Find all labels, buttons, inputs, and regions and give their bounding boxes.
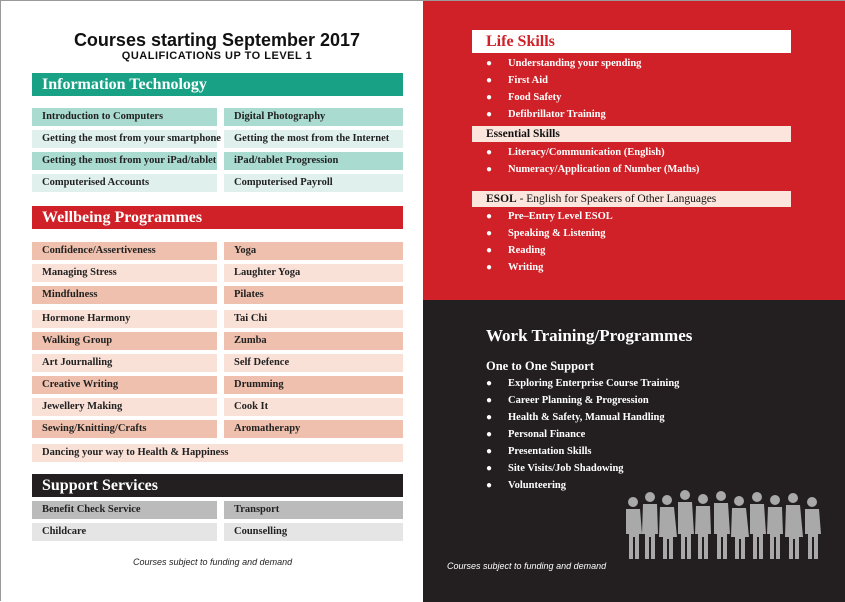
wellbeing-course: Yoga	[224, 242, 403, 260]
life-skills-header: Life Skills	[472, 30, 791, 53]
wellbeing-course: Tai Chi	[224, 310, 403, 328]
it-course: Computerised Payroll	[224, 174, 403, 192]
support-service: Counselling	[224, 523, 403, 541]
wellbeing-course: Managing Stress	[32, 264, 217, 282]
it-course: Digital Photography	[224, 108, 403, 126]
wellbeing-course: Dancing your way to Health & Happiness	[32, 444, 403, 462]
support-section-header: Support Services	[32, 474, 403, 497]
list-item: ● Personal Finance	[486, 426, 679, 443]
wellbeing-course: Self Defence	[224, 354, 403, 372]
list-item: ● First Aid	[486, 72, 641, 89]
support-service: Transport	[224, 501, 403, 519]
list-item: ● Presentation Skills	[486, 443, 679, 460]
list-item: ● Reading	[486, 242, 613, 259]
list-item: ● Site Visits/Job Shadowing	[486, 460, 679, 477]
bullet-dot-icon: ●	[486, 75, 493, 86]
work-training-subtitle: One to One Support	[486, 359, 595, 373]
wellbeing-course: Cook It	[224, 398, 403, 416]
bullet-dot-icon: ●	[486, 412, 493, 423]
bullet-dot-icon: ●	[486, 378, 493, 389]
wellbeing-course: Drumming	[224, 376, 403, 394]
list-item: ● Writing	[486, 259, 613, 276]
it-course: Getting the most from your smartphone	[32, 130, 217, 148]
list-item: ● Food Safety	[486, 89, 641, 106]
left-panel	[1, 1, 423, 602]
bullet-dot-icon: ●	[486, 262, 493, 273]
wellbeing-course: Confidence/Assertiveness	[32, 242, 217, 260]
wellbeing-course: Hormone Harmony	[32, 310, 217, 328]
it-course: Getting the most from the Internet	[224, 130, 403, 148]
bullet-dot-icon: ●	[486, 58, 493, 69]
list-item: ● Speaking & Listening	[486, 225, 613, 242]
left-footnote: Courses subject to funding and demand	[133, 557, 293, 567]
page-title: Courses starting September 2017	[73, 30, 361, 50]
wellbeing-course: Sewing/Knitting/Crafts	[32, 420, 217, 438]
wellbeing-course: Creative Writing	[32, 376, 217, 394]
bullet-dot-icon: ●	[486, 211, 493, 222]
list-item: ● Volunteering	[486, 477, 679, 494]
life-skills-list	[486, 55, 641, 123]
it-course: iPad/tablet Progression	[224, 152, 403, 170]
work-training-list	[486, 375, 679, 494]
wellbeing-course: Pilates	[224, 286, 403, 304]
bullet-dot-icon: ●	[486, 92, 493, 103]
list-item: ● Numeracy/Application of Number (Maths)	[486, 161, 699, 178]
esol-header	[472, 191, 791, 207]
support-service: Benefit Check Service	[32, 501, 217, 519]
bullet-dot-icon: ●	[486, 228, 493, 239]
list-item: ● Pre–Entry Level ESOL	[486, 208, 613, 225]
bullet-dot-icon: ●	[486, 463, 493, 474]
esol-header-bold: ESOL	[486, 193, 517, 205]
esol-list	[486, 208, 613, 276]
bullet-dot-icon: ●	[486, 446, 493, 457]
wellbeing-course: Walking Group	[32, 332, 217, 350]
right-footnote: Courses subject to funding and demand	[447, 561, 607, 571]
people-silhouettes-icon	[623, 487, 828, 559]
support-service: Childcare	[32, 523, 217, 541]
page-subtitle: QUALIFICATIONS UP TO LEVEL 1	[121, 50, 313, 62]
essential-skills-header: Essential Skills	[472, 126, 791, 142]
it-course: Introduction to Computers	[32, 108, 217, 126]
wellbeing-course: Jewellery Making	[32, 398, 217, 416]
essential-skills-list	[486, 144, 699, 178]
list-item: ● Health & Safety, Manual Handling	[486, 409, 679, 426]
bullet-dot-icon: ●	[486, 109, 493, 120]
bullet-dot-icon: ●	[486, 147, 493, 158]
work-training-title: Work Training/Programmes	[486, 326, 693, 345]
wellbeing-course: Zumba	[224, 332, 403, 350]
wellbeing-course: Art Journalling	[32, 354, 217, 372]
wellbeing-course: Mindfulness	[32, 286, 217, 304]
bullet-dot-icon: ●	[486, 429, 493, 440]
list-item: ● Exploring Enterprise Course Training	[486, 375, 679, 392]
esol-header-rest: - English for Speakers of Other Languages	[516, 193, 717, 205]
list-item: ● Literacy/Communication (English)	[486, 144, 699, 161]
list-item: ● Understanding your spending	[486, 55, 641, 72]
wellbeing-course: Aromatherapy	[224, 420, 403, 438]
list-item: ● Defibrillator Training	[486, 106, 641, 123]
wellbeing-section-header: Wellbeing Programmes	[32, 206, 403, 229]
it-course: Getting the most from your iPad/tablet	[32, 152, 217, 170]
bullet-dot-icon: ●	[486, 164, 493, 175]
it-course: Computerised Accounts	[32, 174, 217, 192]
list-item: ● Career Planning & Progression	[486, 392, 679, 409]
bullet-dot-icon: ●	[486, 480, 493, 491]
bullet-dot-icon: ●	[486, 245, 493, 256]
bullet-dot-icon: ●	[486, 395, 493, 406]
wellbeing-course: Laughter Yoga	[224, 264, 403, 282]
it-section-header: Information Technology	[32, 73, 403, 96]
